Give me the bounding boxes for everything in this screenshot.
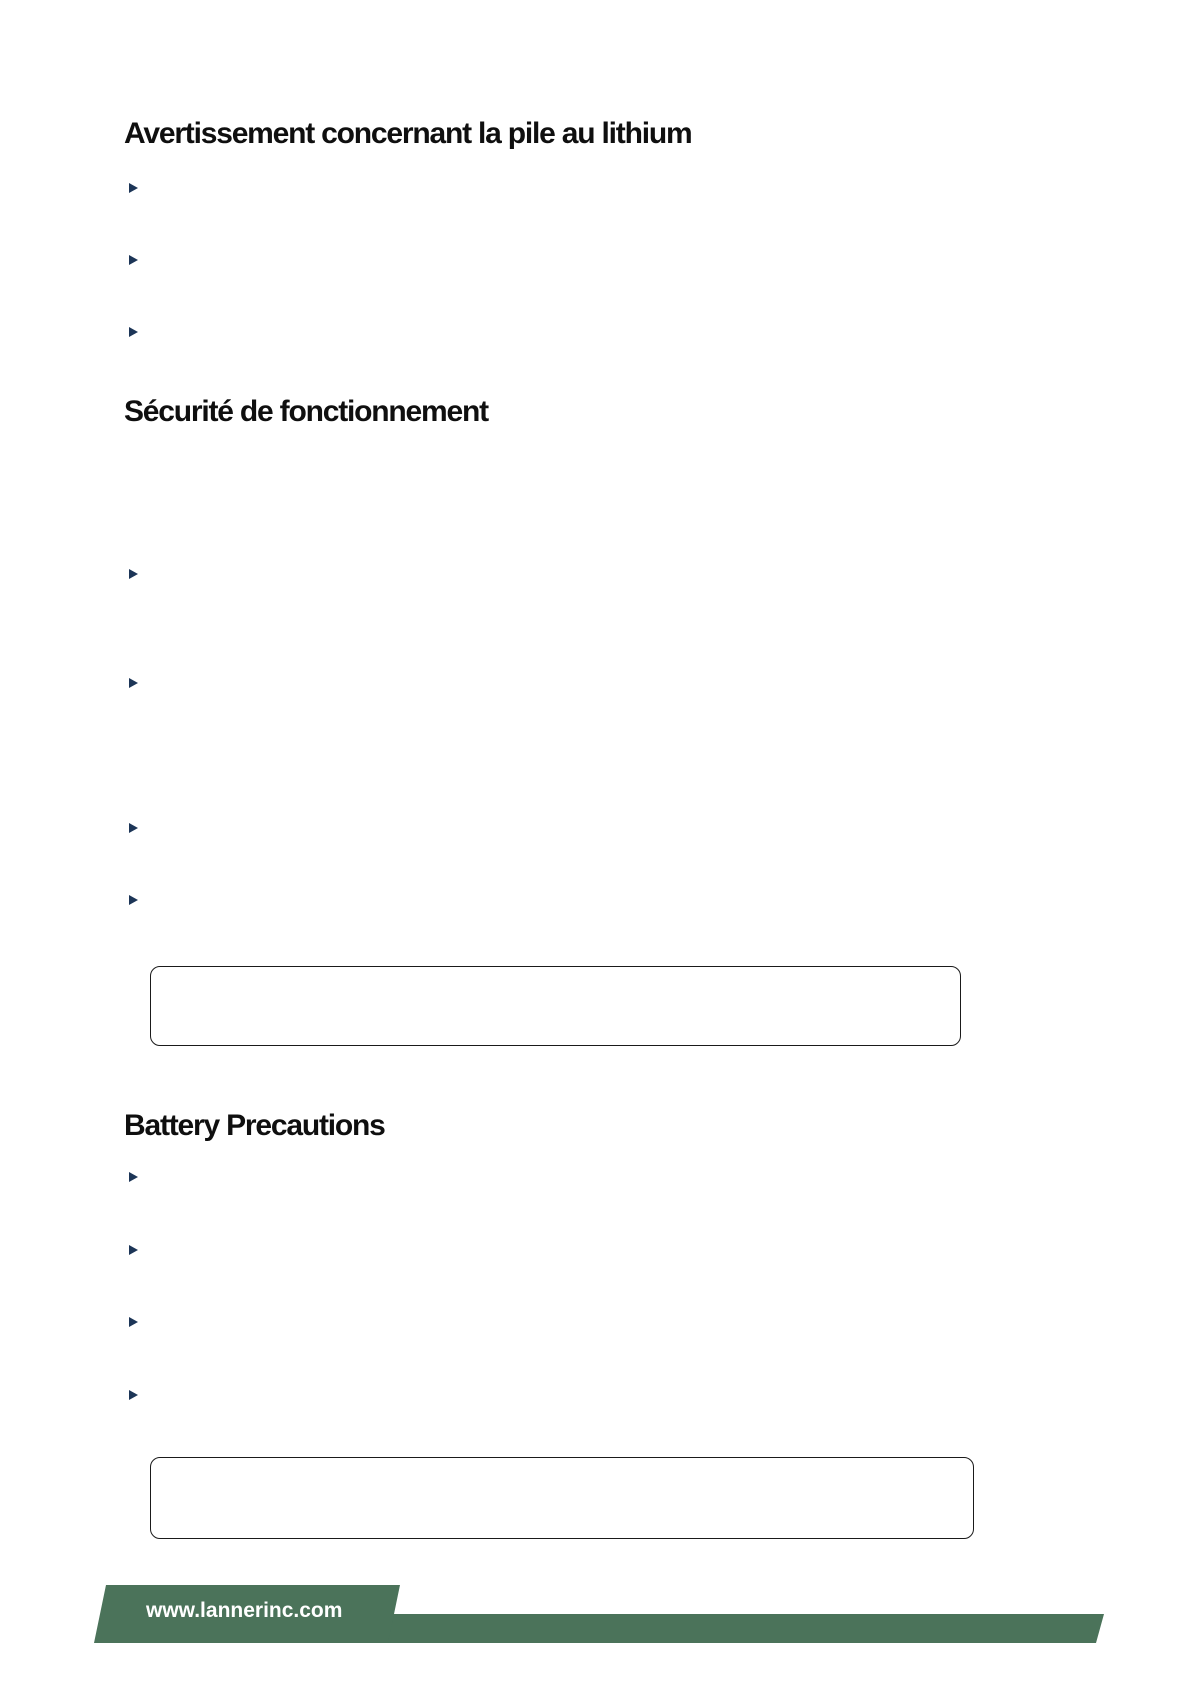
bullet-icon (129, 895, 138, 905)
section-title-battery-precautions: Battery Precautions (124, 1109, 385, 1142)
section-title-operating-safety: Sécurité de fonctionnement (124, 395, 488, 428)
note-box (150, 1457, 974, 1539)
footer-bar (340, 1614, 1104, 1643)
bullet-icon (129, 1390, 138, 1400)
bullet-icon (129, 1172, 138, 1182)
bullet-icon (129, 569, 138, 579)
bullet-icon (129, 183, 138, 193)
bullet-icon (129, 327, 138, 337)
bullet-icon (129, 823, 138, 833)
bullet-icon (129, 1245, 138, 1255)
note-box (150, 966, 961, 1046)
bullet-icon (129, 1317, 138, 1327)
section-title-lithium-warning: Avertissement concernant la pile au lithium (124, 117, 692, 150)
footer-website-link[interactable]: www.lannerinc.com (146, 1599, 343, 1622)
bullet-icon (129, 255, 138, 265)
bullet-icon (129, 678, 138, 688)
